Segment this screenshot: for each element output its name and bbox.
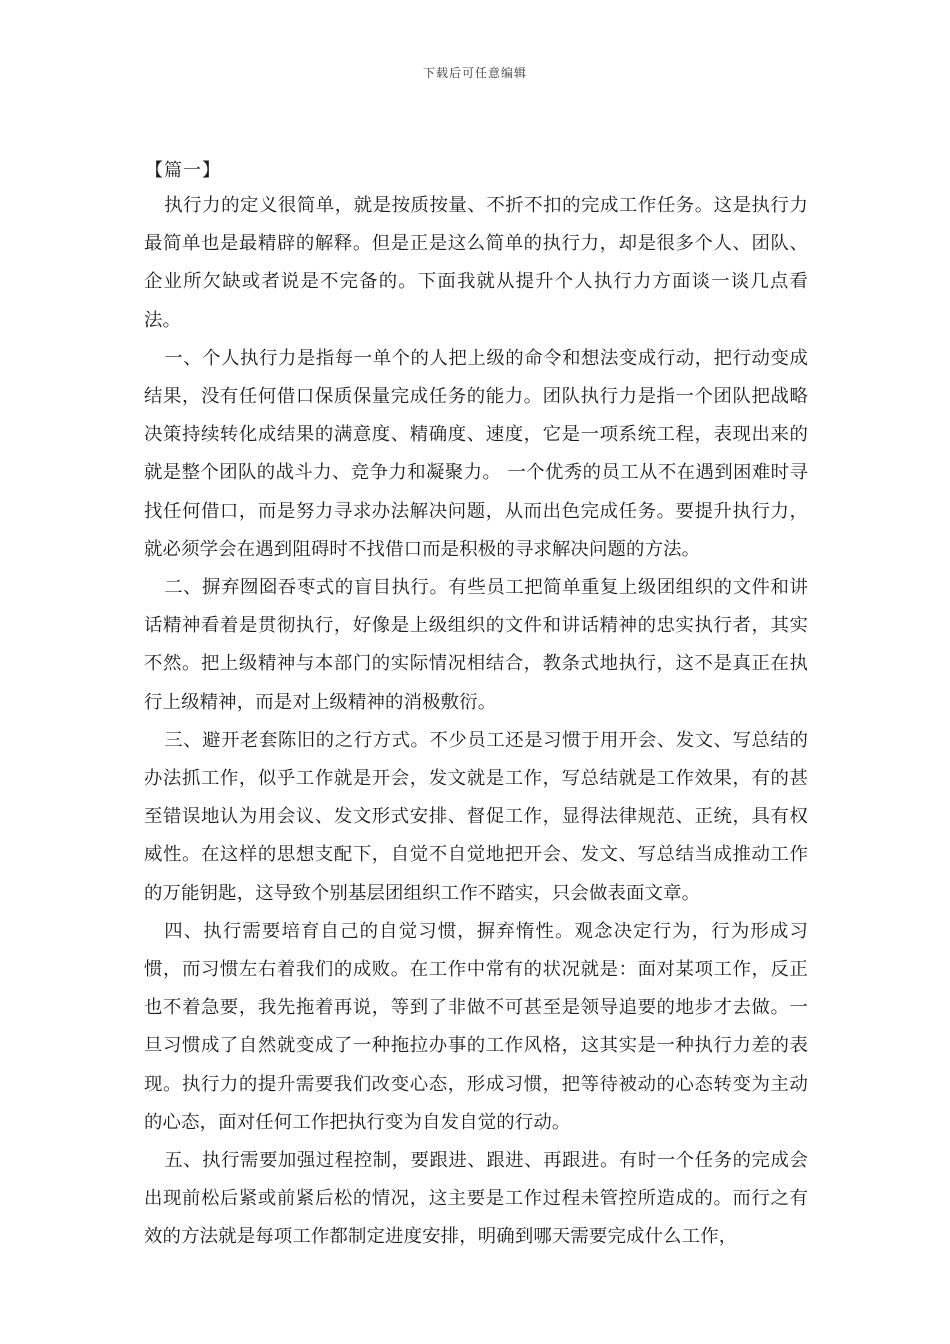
paragraph-point-4: 四、执行需要培育自己的自觉习惯，摒弃惰性。观念决定行为，行为形成习惯，而习惯左右着我们的成败。在工作中常有的状况就是：面对某项工作，反正也不着急要，我先拖着再说，等到了非做不可甚至是领导追要的地步才去做。一旦习惯成了自然就变成了一种拖拉办事的工作风格，这其实是一种执行力差的表现。执行力的提升需要我们改变心态，形成习惯，把等待被动的心态转变为主动的心态，面对任何工作把执行变为自发自觉的行动。 bbox=[144, 920, 808, 1133]
paragraph-point-3: 三、避开老套陈旧的之行方式。不少员工还是习惯于用开会、发文、写总结的办法抓工作，似乎工作就是开会，发文就是工作，写总结就是工作效果，有的甚至错误地认为用会议、发文形式安排、督促工作，显得法律规范、正统，具有权威性。在这样的思想支配下，自觉不自觉地把开会、发文、写总结当成推动工作的万能钥匙，这导致个别基层团组织工作不踏实，只会做表面文章。 bbox=[144, 729, 808, 904]
paragraph-point-5: 五、执行需要加强过程控制，要跟进、跟进、再跟进。有时一个任务的完成会出现前松后紧或前紧后松的情况，这主要是工作过程未管控所造成的。而行之有效的方法就是每项工作都制定进度安排，明确到哪天需要完成什么工作， bbox=[144, 1150, 808, 1248]
paragraph-point-1: 一、个人执行力是指每一单个的人把上级的命令和想法变成行动，把行动变成结果，没有任何借口保质保量完成任务的能力。团队执行力是指一个团队把战略决策持续转化成结果的满意度、精确度、速度，它是一项系统工程，表现出来的就是整个团队的战斗力、竞争力和凝聚力。 一个优秀的员工从不在遇到困难时寻找任何借口，而是努力寻求办法解决问题，从而出色完成任务。要提升执行力，就必须学会在遇到阻碍时不找借口而是积极的寻求解决问题的方法。 bbox=[144, 347, 808, 560]
page-header-note: 下载后可任意编辑 bbox=[422, 66, 527, 80]
document-body bbox=[144, 187, 808, 1257]
section-title: 【篇一】 bbox=[145, 160, 221, 181]
paragraph-point-2: 二、摒弃囫囵吞枣式的盲目执行。有些员工把简单重复上级团组织的文件和讲话精神看着是贯彻执行，好像是上级组织的文件和讲话精神的忠实执行者，其实不然。把上级精神与本部门的实际情况相结合，教条式地执行，这不是真正在执行上级精神，而是对上级精神的消极敷衍。 bbox=[144, 577, 808, 713]
paragraph-intro: 执行力的定义很简单，就是按质按量、不折不扣的完成工作任务。这是执行力最简单也是最精辟的解释。但是正是这么简单的执行力，却是很多个人、团队、企业所欠缺或者说是不完备的。下面我就从提升个人执行力方面谈一谈几点看法。 bbox=[144, 195, 808, 331]
